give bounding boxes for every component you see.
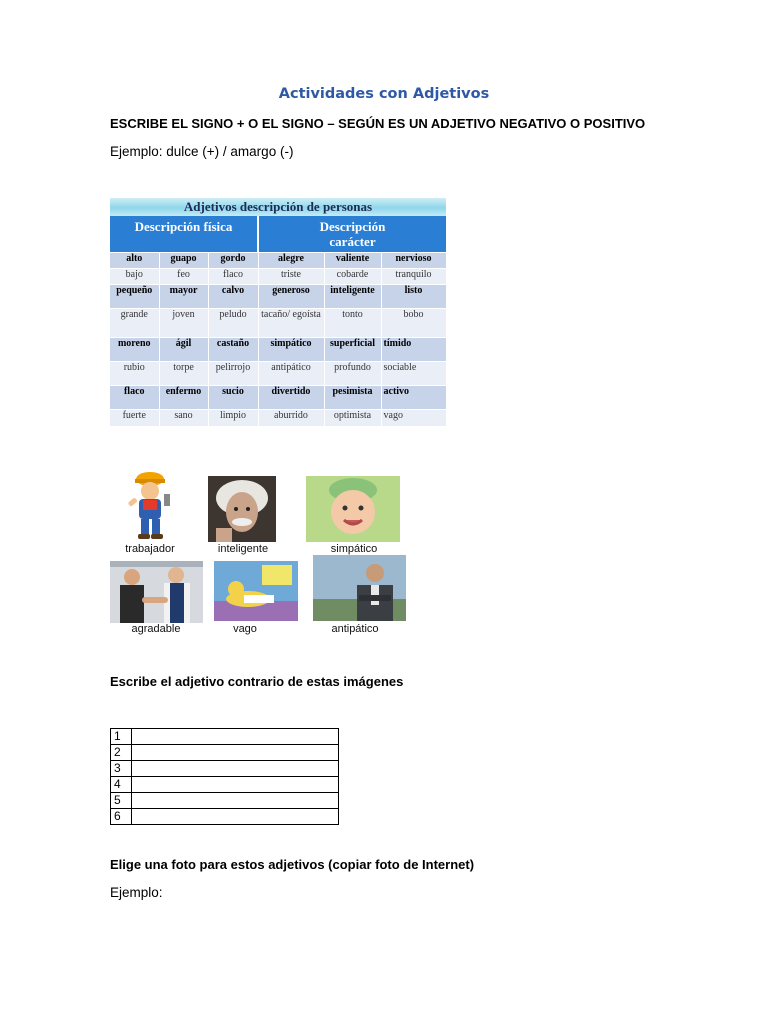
adjective-cell: triste	[258, 268, 324, 284]
caption-unfriendly: antipático	[331, 623, 379, 635]
adjective-cell: pelirrojo	[208, 361, 258, 385]
answer-row	[111, 809, 339, 825]
adjective-cell: nervioso	[381, 253, 446, 268]
adjective-cell: castaño	[208, 337, 258, 361]
answer-table	[110, 728, 339, 825]
header-physical-description: Descripción física	[110, 216, 257, 252]
adjective-cell: joven	[159, 308, 208, 337]
adjective-cell: rubio	[110, 361, 159, 385]
instruction-signs: ESCRIBE EL SIGNO + O EL SIGNO – SEGÚN ES UN ADJETIVO NEGATIVO O POSITIVO	[110, 116, 646, 131]
adjective-cell: inteligente	[324, 284, 381, 308]
answer-row-number: 4	[111, 777, 132, 793]
handshake-image	[110, 561, 203, 623]
adjective-cell: fuerte	[110, 409, 159, 426]
example-label: Ejemplo:	[110, 885, 163, 900]
answer-row-number: 5	[111, 793, 132, 809]
adjective-cell: tranquilo	[381, 268, 446, 284]
adjective-cell: flaco	[208, 268, 258, 284]
smiling-baby-image	[306, 476, 400, 542]
adjective-cell: listo	[381, 284, 446, 308]
adjective-cell: torpe	[159, 361, 208, 385]
adjective-cell: generoso	[258, 284, 324, 308]
answer-row	[111, 761, 339, 777]
adjective-cell: ágil	[159, 337, 208, 361]
instruction-opposite: Escribe el adjetivo contrario de estas imágenes	[110, 674, 404, 689]
adjective-cell: tímido	[381, 337, 446, 361]
adjective-cell: activo	[381, 385, 446, 409]
adjective-cell: sucio	[208, 385, 258, 409]
adjective-cell: enfermo	[159, 385, 208, 409]
adjective-cell: sano	[159, 409, 208, 426]
adjective-cell: calvo	[208, 284, 258, 308]
answer-row-number: 2	[111, 745, 132, 761]
adjective-cell: bajo	[110, 268, 159, 284]
worker-cartoon-image	[116, 470, 184, 542]
intelligent-person-image	[208, 476, 276, 542]
adjective-cell: guapo	[159, 253, 208, 268]
answer-cell[interactable]	[132, 745, 339, 761]
adjective-cell: alto	[110, 253, 159, 268]
instruction-choose-photo: Elige una foto para estos adjetivos (copiar foto de Internet)	[110, 857, 475, 872]
header-character-label: Descripción carácter	[319, 219, 386, 249]
adjective-cell: sociable	[381, 361, 446, 385]
adjective-cell: moreno	[110, 337, 159, 361]
answer-row	[111, 793, 339, 809]
adjective-cell: feo	[159, 268, 208, 284]
answer-row-number: 3	[111, 761, 132, 777]
adjective-cell: bobo	[381, 308, 446, 337]
adjective-cell: alegre	[258, 253, 324, 268]
adjective-cell: pequeño	[110, 284, 159, 308]
page-title: Actividades con Adjetivos	[278, 86, 490, 102]
answer-cell[interactable]	[132, 793, 339, 809]
answer-cell[interactable]	[132, 761, 339, 777]
adjective-cell: optimista	[324, 409, 381, 426]
caption-lazy: vago	[233, 623, 257, 635]
adjective-cell: tacaño/ egoísta	[258, 308, 324, 337]
caption-intelligent: inteligente	[217, 543, 269, 555]
adjective-cell: mayor	[159, 284, 208, 308]
answer-cell[interactable]	[132, 729, 339, 745]
adjective-cell: tonto	[324, 308, 381, 337]
answer-row	[111, 745, 339, 761]
adjective-cell: grande	[110, 308, 159, 337]
businessman-image	[313, 555, 406, 621]
answer-row-number: 6	[111, 809, 132, 825]
adjective-cell: superficial	[324, 337, 381, 361]
caption-pleasant: agradable	[131, 623, 181, 635]
answer-row	[111, 777, 339, 793]
adjective-cell: simpático	[258, 337, 324, 361]
adjective-cell: divertido	[258, 385, 324, 409]
answer-row	[111, 729, 339, 745]
answer-row-number: 1	[111, 729, 132, 745]
adjective-cell: gordo	[208, 253, 258, 268]
adjective-cell: aburrido	[258, 409, 324, 426]
lazy-cartoon-image	[214, 561, 298, 621]
adjective-cell: pesimista	[324, 385, 381, 409]
adjective-cell: cobarde	[324, 268, 381, 284]
caption-nice: simpático	[330, 543, 378, 555]
adjectives-table-banner: Adjetivos descripción de personas	[110, 198, 446, 216]
adjective-cell: vago	[381, 409, 446, 426]
example-sweet-bitter: Ejemplo: dulce (+) / amargo (-)	[110, 144, 294, 159]
adjective-cell: limpio	[208, 409, 258, 426]
adjective-cell: peludo	[208, 308, 258, 337]
caption-worker: trabajador	[125, 543, 175, 555]
answer-cell[interactable]	[132, 809, 339, 825]
answer-cell[interactable]	[132, 777, 339, 793]
adjective-cell: valiente	[324, 253, 381, 268]
adjective-cell: flaco	[110, 385, 159, 409]
adjective-cell: antipático	[258, 361, 324, 385]
adjective-cell: profundo	[324, 361, 381, 385]
